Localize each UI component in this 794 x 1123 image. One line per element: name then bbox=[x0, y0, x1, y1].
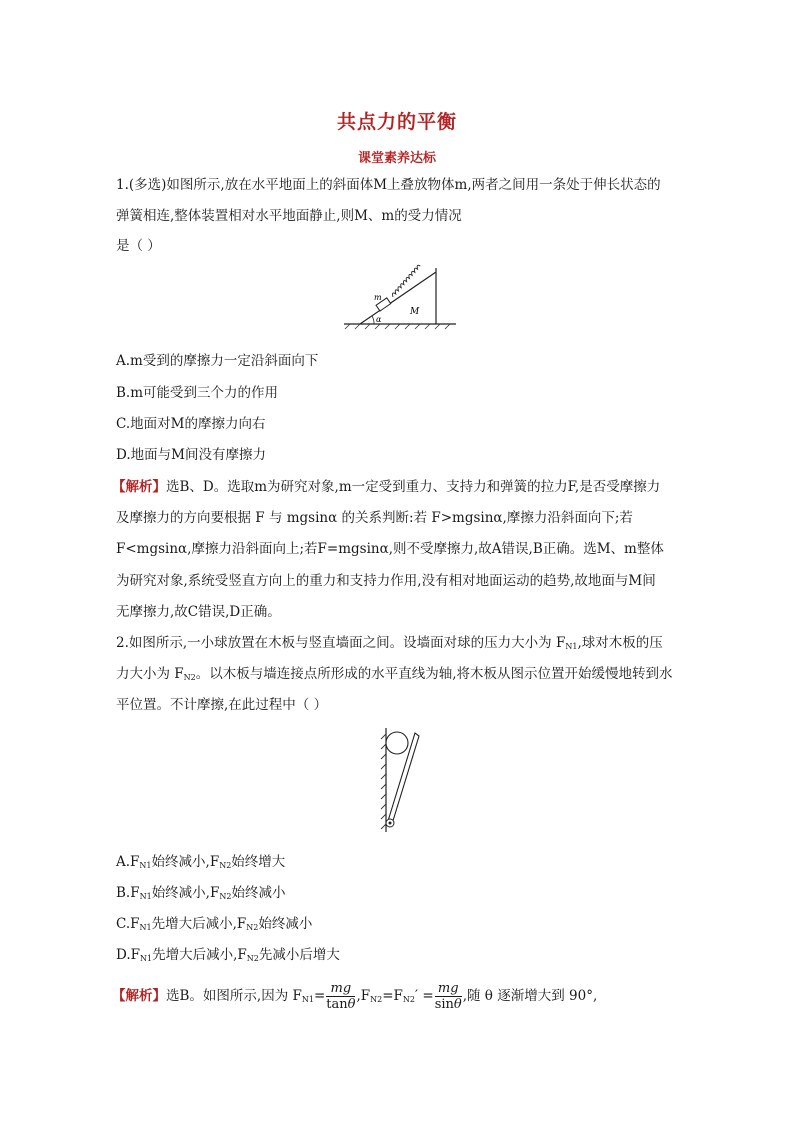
q1-analysis-line-1: 【解析】选B、D。选取m为研究对象,m一定受到重力、支持力和弹簧的拉力F,是否受摩擦力 bbox=[112, 479, 661, 495]
q1-option-c: C.地面对M的摩擦力向右 bbox=[116, 416, 266, 432]
fraction-mg-over-tan: $\frac{mg}{\tan\theta}$ bbox=[326, 981, 356, 1012]
q2-analysis-tag: 【解析】 bbox=[112, 988, 166, 1004]
q2-stem-line-3: 平位置。不计摩擦,在此过程中（ ） bbox=[116, 697, 328, 713]
q1-analysis-line-4: 为研究对象,系统受竖直方向上的重力和支持力作用,没有相对地面运动的趋势,故地面与M间 bbox=[116, 573, 656, 589]
q1-option-a: A.m受到的摩擦力一定沿斜面向下 bbox=[116, 353, 319, 369]
q1-analysis-line-3: F<mgsinα,摩擦力沿斜面向上;若F=mgsinα,则不受摩擦力,故A错误,B正确。选M、m整体 bbox=[116, 541, 664, 557]
q1-analysis-line-2: 及摩擦力的方向要根据 F 与 mgsinα 的关系判断:若 F>mgsinα,摩擦力沿斜面向下;若 bbox=[116, 510, 633, 526]
q2-stem-line-2: 力大小为 $F_{N2}$。以木板与墙连接点所形成的水平直线为轴,将木板从图示位置开始缓慢地转到水 bbox=[116, 666, 673, 682]
q1-figure-m-label: m bbox=[374, 293, 382, 302]
page-subtitle: 课堂素养达标 bbox=[357, 151, 436, 166]
q2-ball-board-figure bbox=[378, 726, 426, 836]
q1-incline-figure bbox=[340, 262, 460, 332]
page-title: 共点力的平衡 bbox=[336, 111, 457, 133]
q1-figure-M-label: M bbox=[410, 307, 420, 317]
fraction-mg-over-sin: $\frac{mg}{\sin\theta}$ bbox=[434, 981, 462, 1012]
q1-stem-line-1: 1.(多选)如图所示,放在水平地面上的斜面体M上叠放物体m,两者之间用一条处于伸长状态的 bbox=[116, 177, 661, 193]
q1-figure-angle-label: α bbox=[376, 315, 382, 324]
q2-option-c: $C.F_{N1}$先增大后减小$,F_{N2}$始终减小 bbox=[116, 916, 313, 932]
q2-stem-line-1: 2.如图所示,一小球放置在木板与竖直墙面之间。设墙面对球的压力大小为 $F_{N1}$,球对木板的压 bbox=[116, 635, 663, 651]
q2-option-d: $D.F_{N1}$先增大后减小$,F_{N2}$先减小后增大 bbox=[116, 947, 340, 963]
q2-analysis-line-1: 【解析】选B。如图所示,因为 $F_{N1}=$ $\frac{mg}{\tan\theta}$ $,F_{N2}=F_{N2}'$ = $\frac{mg}{\sin\theta}$ ,随 θ 逐渐增大到 90°, bbox=[112, 981, 598, 1012]
q1-analysis-line-5: 无摩擦力,故C错误,D正确。 bbox=[116, 604, 281, 620]
q1-analysis-tag: 【解析】 bbox=[112, 479, 166, 495]
q1-option-b: B.m可能受到三个力的作用 bbox=[116, 385, 279, 401]
q1-stem-line-3: 是（ ） bbox=[116, 238, 161, 254]
q1-option-d: D.地面与M间没有摩擦力 bbox=[116, 447, 266, 463]
q1-stem-line-2: 弹簧相连,整体装置相对水平地面静止,则M、m的受力情况 bbox=[116, 208, 462, 224]
q2-option-a: $A.F_{N1}$始终减小$,F_{N2}$始终增大 bbox=[116, 854, 286, 870]
q2-option-b: $B.F_{N1}$始终减小$,F_{N2}$始终减小 bbox=[116, 885, 286, 901]
